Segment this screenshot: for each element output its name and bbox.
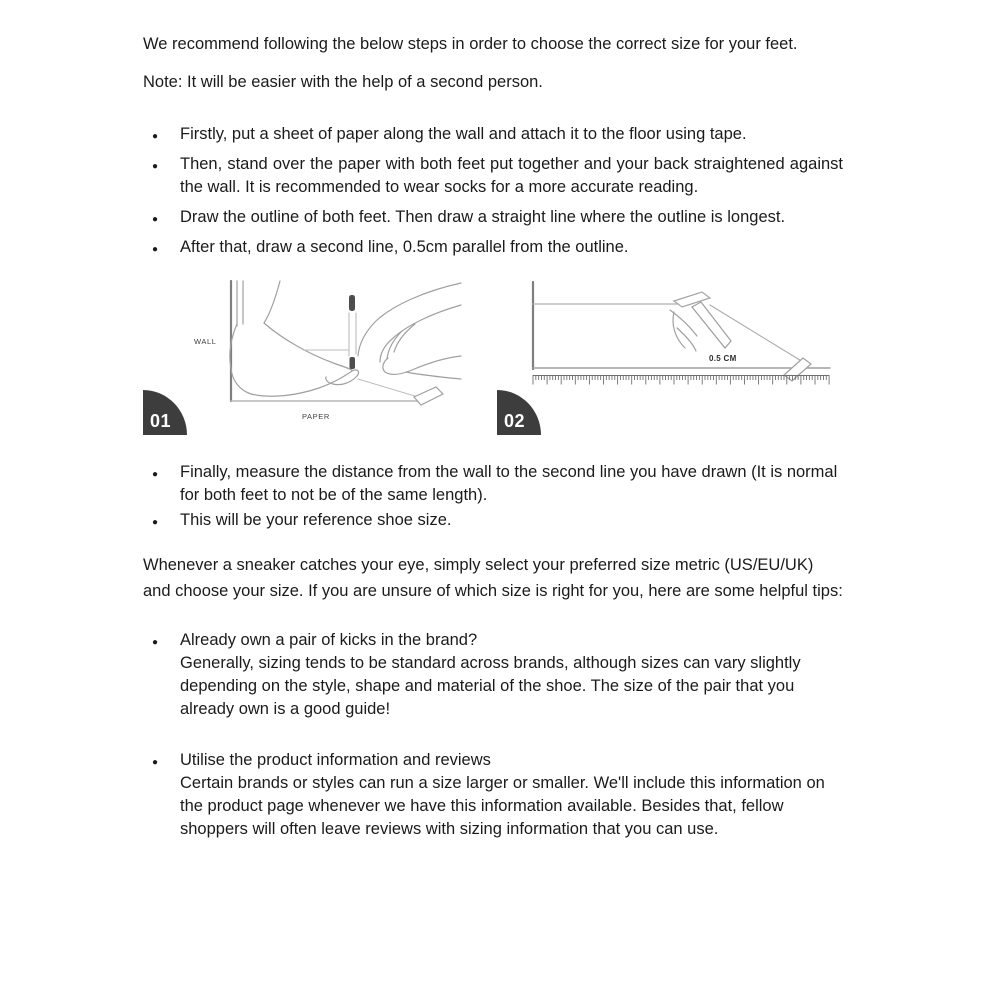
intro-text: We recommend following the below steps in order to choose the correct size for your feet.: [143, 35, 798, 53]
half-cm-label: 0.5 CM: [709, 354, 737, 363]
ruler-measure-illustration: [497, 278, 877, 438]
tape-icon-top: [674, 292, 710, 307]
list-item: [180, 629, 843, 721]
hand-outline: [670, 310, 697, 351]
tips-list: [143, 629, 843, 841]
tips-intro-text: Whenever a sneaker catches your eye, simply select your preferred size metric (US/EU/UK) and choose your size. If you are unsure of which size is right for you, here are some helpful tips:: [143, 556, 843, 600]
outline-to-tape-line: [358, 379, 418, 397]
list-item: ● After that, draw a second line, 0.5cm parallel from the outline.: [180, 236, 843, 259]
diagram-step-2: [497, 278, 877, 438]
diagram-step-1: [143, 278, 463, 438]
tip-body: Generally, sizing tends to be standard across brands, although sizes can vary slightly depending on the style, shape and material of the shoe. The size of the pair that you already own is a good guide!: [180, 654, 801, 718]
foot-outline: [230, 323, 359, 396]
list-item: ● Firstly, put a sheet of paper along the wall and attach it to the floor using tape.: [180, 123, 843, 146]
list-item: ● This will be your reference shoe size.: [180, 509, 843, 532]
paper-label: PAPER: [302, 412, 330, 421]
tape-icon: [414, 387, 443, 405]
tip-body: Certain brands or styles can run a size larger or smaller. We'll include this information on the product page whenever we have this information available. Besides that, fellow shoppers will often leave reviews with sizing information that you can use.: [180, 774, 825, 838]
wall-label: WALL: [194, 337, 217, 346]
note-text: Note: It will be easier with the help of a second person.: [143, 73, 543, 91]
leg-outline: [237, 281, 280, 326]
diagram-row: [143, 278, 843, 438]
ruler-ticks: [533, 376, 829, 385]
list-item: [180, 749, 843, 841]
step-badge-number: 02: [504, 411, 526, 431]
list-item: ● Then, stand over the paper with both feet put together and your back straightened against the wall. It is recommended to wear socks for a more accurate reading.: [180, 153, 843, 199]
step-badge-number: 01: [150, 411, 172, 431]
hand-outline: [358, 283, 461, 379]
list-item: ● Draw the outline of both feet. Then draw a straight line where the outline is longest.: [180, 206, 843, 229]
pencil-icon: [692, 302, 731, 348]
measurement-result-list: [143, 461, 843, 532]
measurement-steps-list: [143, 123, 843, 259]
foot-against-wall-illustration: [143, 278, 463, 438]
pencil-icon: [349, 295, 356, 369]
list-item: ● Finally, measure the distance from the wall to the second line you have drawn (It is normal for both feet to not be of the same length).: [180, 461, 843, 507]
tip-title: ● Utilise the product information and reviews: [180, 751, 491, 769]
tip-title: ● Already own a pair of kicks in the brand?: [180, 631, 478, 649]
